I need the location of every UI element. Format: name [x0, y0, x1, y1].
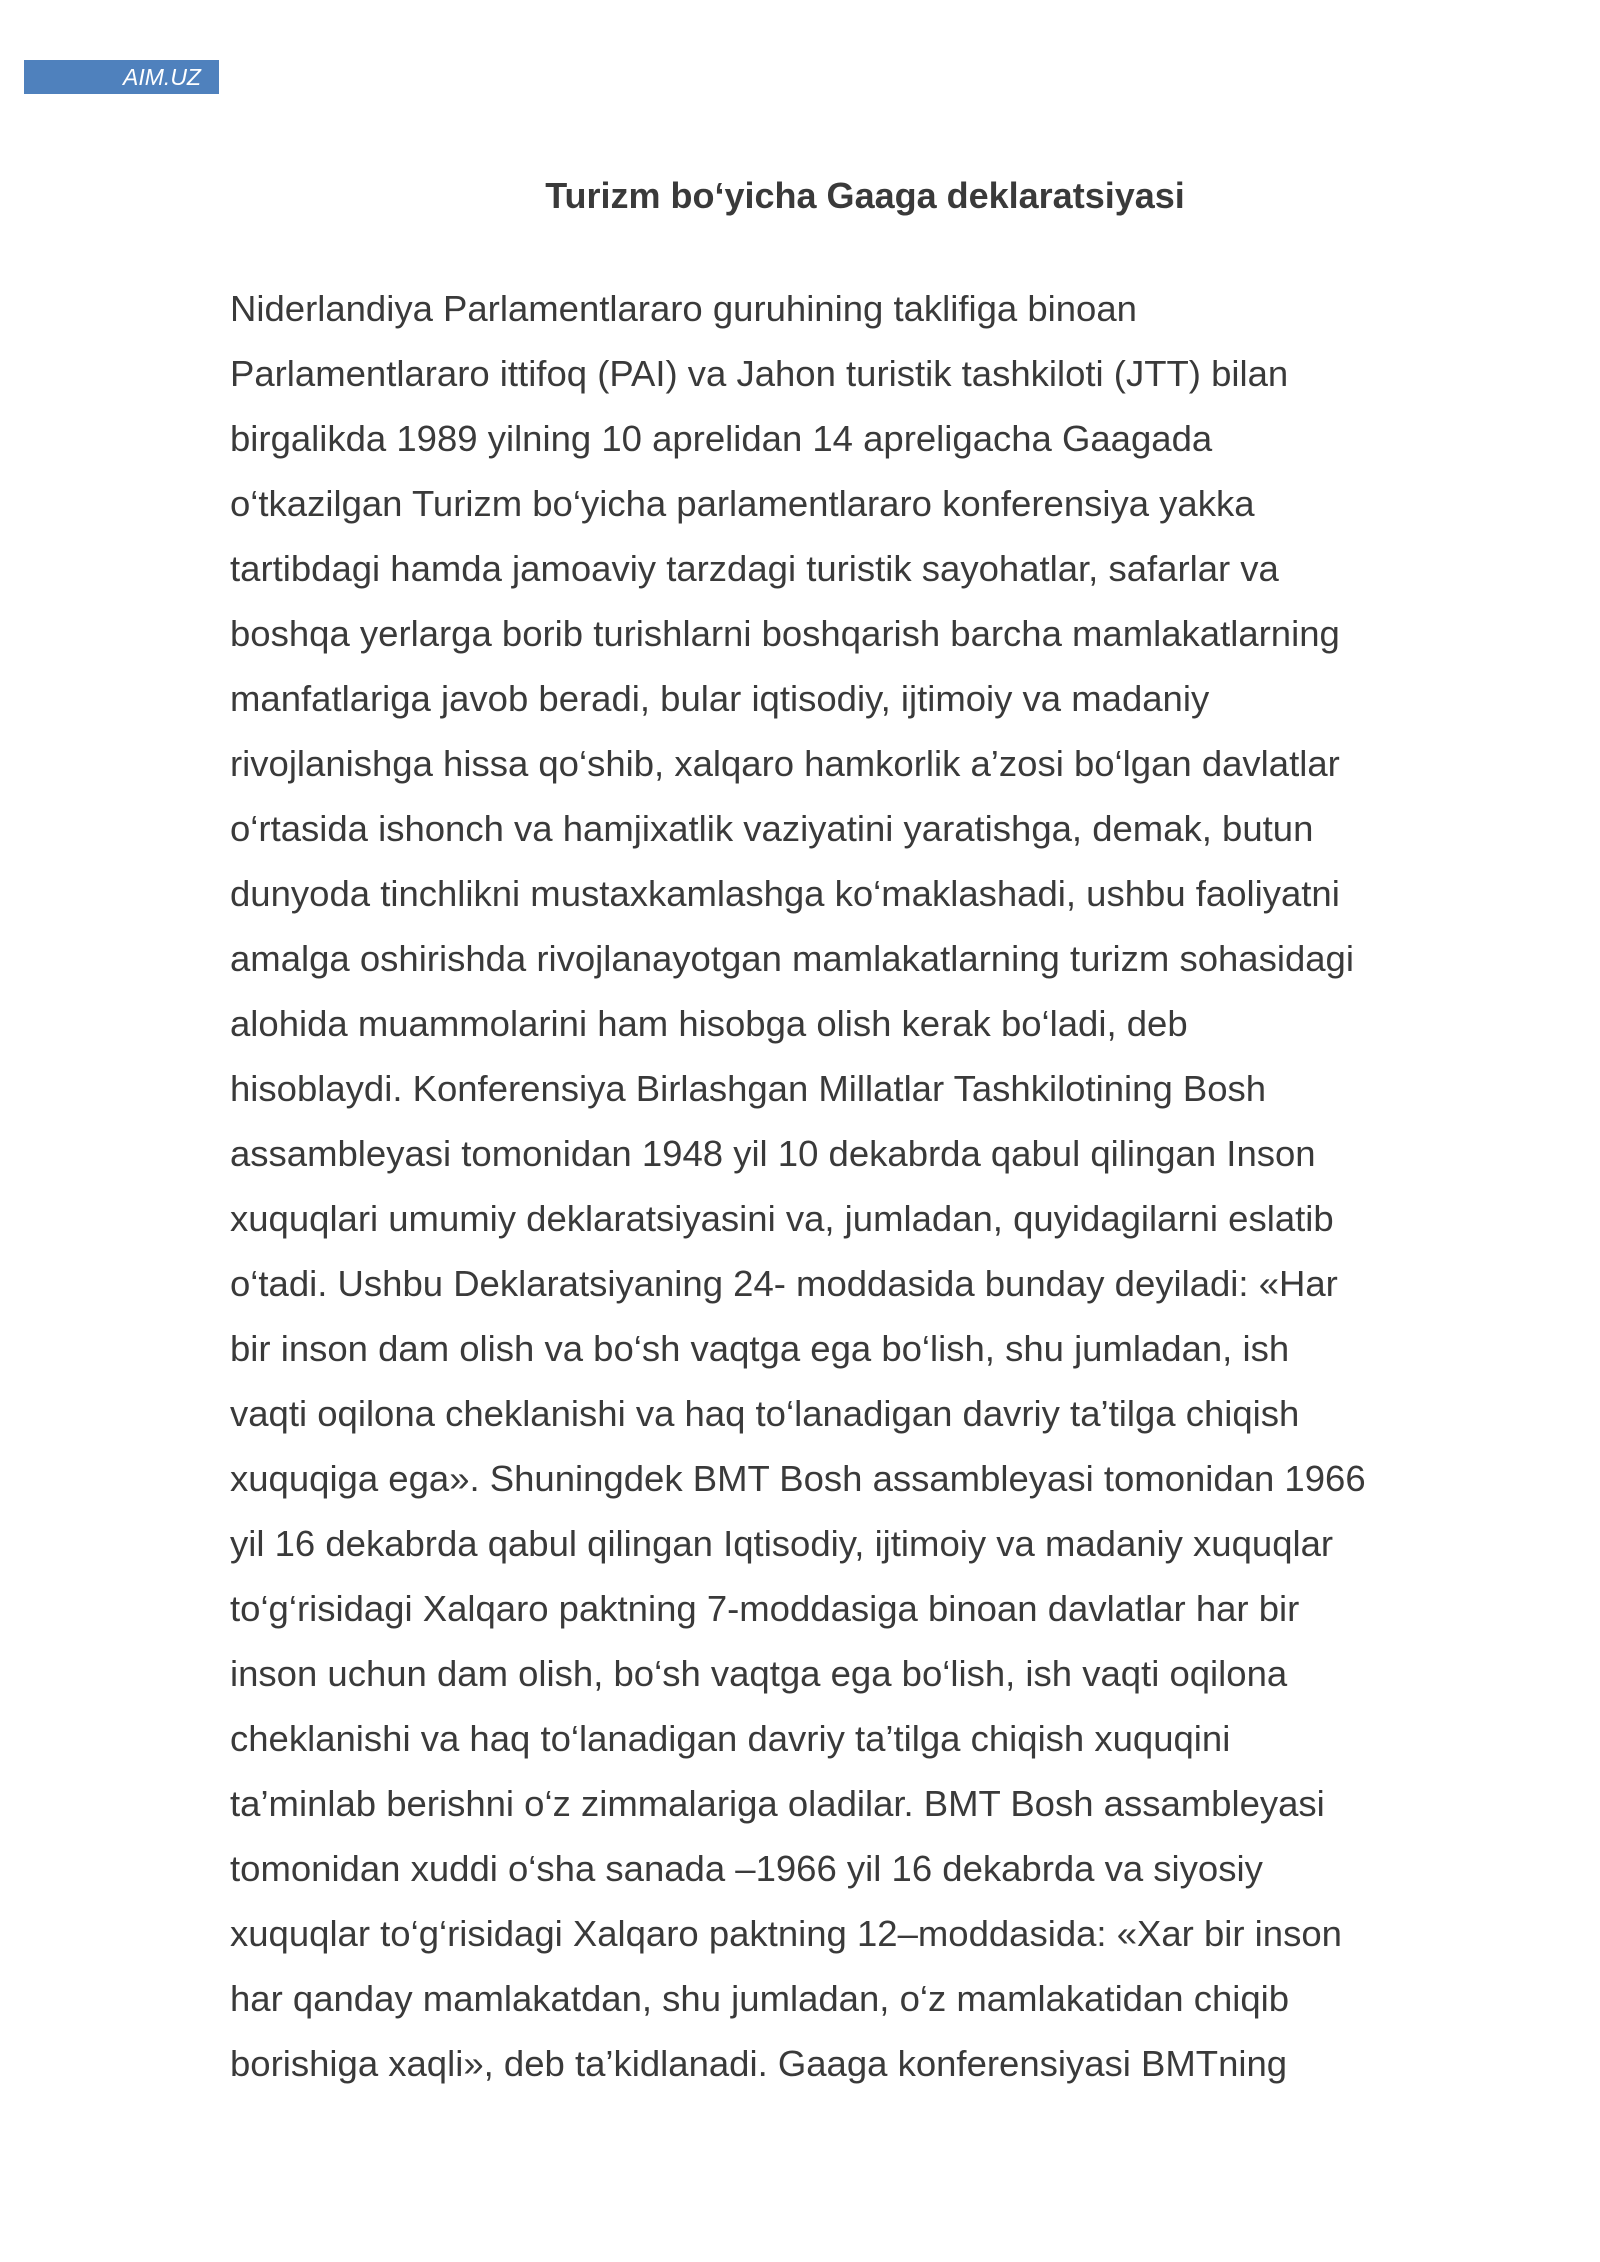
body-text-line: dunyoda tinchlikni mustaxkamlashga ko‘maklashadi, ushbu faoliyatni [230, 873, 1340, 914]
body-text-line: tomonidan xuddi o‘sha sanada –1966 yil 16 dekabrda va siyosiy [230, 1848, 1263, 1889]
body-text-line: xuquqlari umumiy deklaratsiyasini va, jumladan, quyidagilarni eslatib [230, 1198, 1334, 1239]
body-text-line: tartibdagi hamda jamoaviy tarzdagi turistik sayohatlar, safarlar va [230, 548, 1279, 589]
body-text-line: birgalikda 1989 yilning 10 aprelidan 14 apreligacha Gaagada [230, 418, 1213, 459]
body-text-line: boshqa yerlarga borib turishlarni boshqarish barcha mamlakatlarning [230, 613, 1340, 654]
body-text-line: yil 16 dekabrda qabul qilingan Iqtisodiy, ijtimoiy va madaniy xuquqlar [230, 1523, 1334, 1564]
site-badge [24, 60, 219, 94]
body-text-line: cheklanishi va haq to‘lanadigan davriy ta’tilga chiqish xuquqini [230, 1718, 1231, 1759]
body-text-line: o‘tadi. Ushbu Deklaratsiyaning 24- moddasida bunday deyiladi: «Har [230, 1263, 1338, 1304]
body-text-line: rivojlanishga hissa qo‘shib, xalqaro hamkorlik a’zosi bo‘lgan davlatlar [230, 743, 1340, 784]
body-text-line: to‘g‘risidagi Xalqaro paktning 7-moddasiga binoan davlatlar har bir [230, 1588, 1300, 1629]
body-text-line: xuquqlar to‘g‘risidagi Xalqaro paktning 12–moddasida: «Xar bir inson [230, 1913, 1342, 1954]
body-text-line: ta’minlab berishni o‘z zimmalariga oladilar. BMT Bosh assambleyasi [230, 1783, 1325, 1824]
body-text-line: har qanday mamlakatdan, shu jumladan, o‘z mamlakatidan chiqib [230, 1978, 1290, 2019]
body-text-line: xuquqiga ega». Shuningdek BMT Bosh assambleyasi tomonidan 1966 [230, 1458, 1366, 1499]
body-text-line: bir inson dam olish va bo‘sh vaqtga ega bo‘lish, shu jumladan, ish [230, 1328, 1290, 1369]
body-text-line: Niderlandiya Parlamentlararo guruhining taklifiga binoan [230, 288, 1137, 329]
body-text-line: Parlamentlararo ittifoq (PAI) va Jahon turistik tashkiloti (JTT) bilan [230, 353, 1289, 394]
document-body [230, 276, 1530, 2096]
body-text-line: o‘rtasida ishonch va hamjixatlik vaziyatini yaratishga, demak, butun [230, 808, 1314, 849]
body-text-line: hisoblaydi. Konferensiya Birlashgan Millatlar Tashkilotining Bosh [230, 1068, 1267, 1109]
body-text-line: manfatlariga javob beradi, bular iqtisodiy, ijtimoiy va madaniy [230, 678, 1210, 719]
body-text-line: o‘tkazilgan Turizm bo‘yicha parlamentlararo konferensiya yakka [230, 483, 1255, 524]
document-title: Turizm bo‘yicha Gaaga deklaratsiyasi [545, 175, 1185, 216]
body-text-line: amalga oshirishda rivojlanayotgan mamlakatlarning turizm sohasidagi [230, 938, 1354, 979]
body-text-line: borishiga xaqli», deb ta’kidlanadi. Gaaga konferensiyasi BMTning [230, 2043, 1288, 2084]
body-text-line: vaqti oqilona cheklanishi va haq to‘lanadigan davriy ta’tilga chiqish [230, 1393, 1300, 1434]
body-text-line: alohida muammolarini ham hisobga olish kerak bo‘ladi, deb [230, 1003, 1188, 1044]
body-text-line: assambleyasi tomonidan 1948 yil 10 dekabrda qabul qilingan Inson [230, 1133, 1316, 1174]
site-badge-label: AIM.UZ [123, 64, 201, 90]
body-text-line: inson uchun dam olish, bo‘sh vaqtga ega bo‘lish, ish vaqti oqilona [230, 1653, 1288, 1694]
